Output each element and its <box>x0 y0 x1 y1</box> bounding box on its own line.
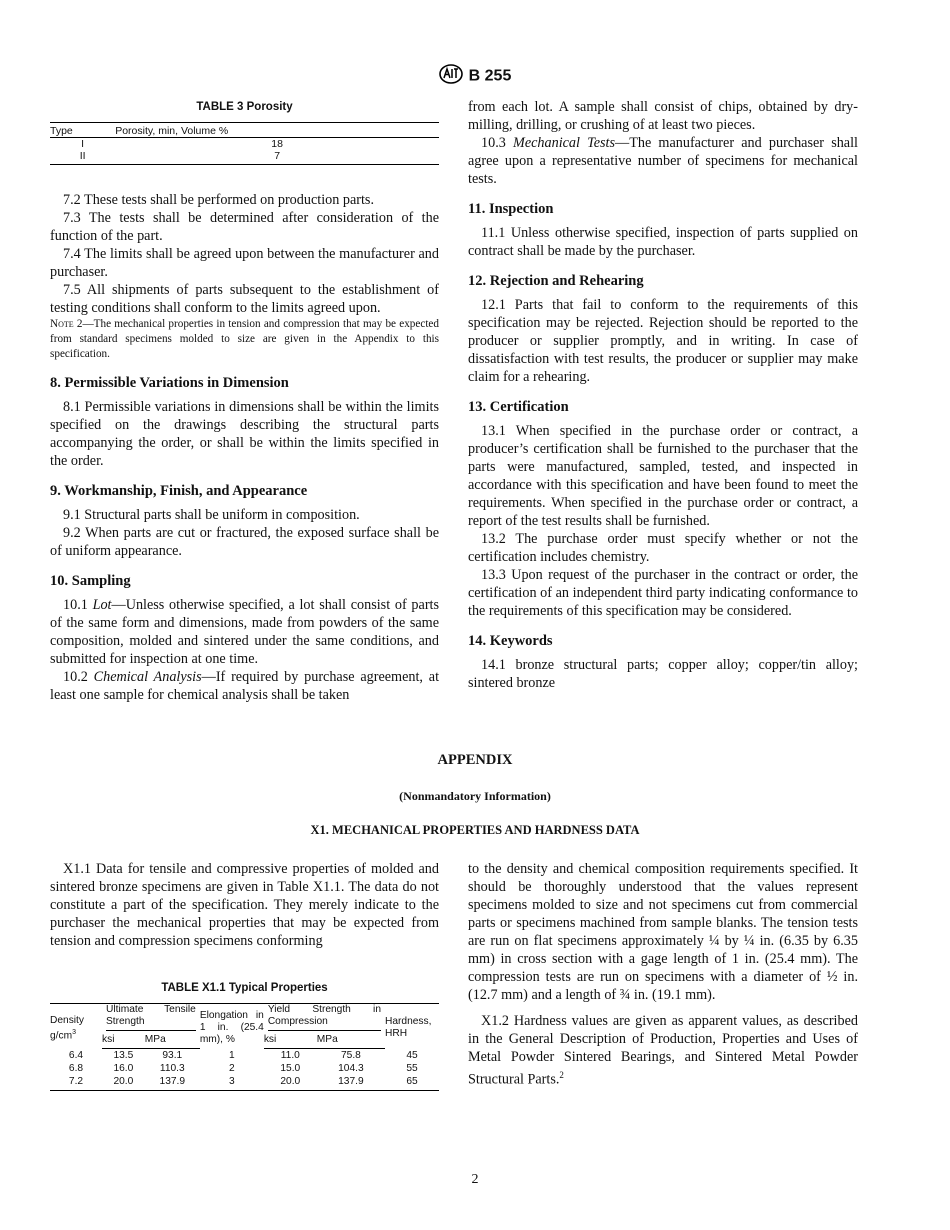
table-row <box>50 1062 439 1075</box>
astm-logo-icon <box>439 64 463 89</box>
table-cell: I <box>81 138 85 150</box>
col-uts-mpa: MPa <box>145 1031 200 1049</box>
section-11-title: 11. Inspection <box>468 201 554 217</box>
appendix-subtitle: (Nonmandatory Information) <box>399 789 551 803</box>
col-elongation: Elongation in 1 in. (25.4 mm), % <box>200 1004 264 1049</box>
table-cell: II <box>50 150 115 165</box>
table-cell: 13.5 <box>113 1050 134 1061</box>
para-7-2: 7.2 These tests shall be performed on production parts. <box>63 192 375 208</box>
table-cell: 45 <box>406 1049 418 1061</box>
para-text: X1.2 Hardness values are given as apparent values, as described in the General Description of Production, Properties and Uses of Metal Powder Sintered Bearings, and Sintered Metal Powder Structural Parts. <box>468 1013 858 1088</box>
table3 <box>50 122 439 165</box>
appendix-title: APPENDIX <box>437 752 513 768</box>
tablex1-caption: TABLE X1.1 Typical Properties <box>161 982 328 994</box>
header-text: Density g/cm <box>50 1014 84 1041</box>
col-yield-mpa: MPa <box>317 1031 385 1049</box>
table-cell: 137.9 <box>317 1075 385 1091</box>
table-cell: 65 <box>385 1075 439 1091</box>
table-cell: 3 <box>200 1075 264 1091</box>
col-density <box>50 1004 102 1049</box>
para-7-5: 7.5 All shipments of parts subsequent to the establishment of testing conditions shall conform to the limits agreed upon. <box>50 282 439 316</box>
designation: B 255 <box>468 67 512 85</box>
table-row <box>50 1049 439 1063</box>
col-uts-ksi: ksi <box>102 1031 145 1049</box>
table-cell: 110.3 <box>159 1063 185 1074</box>
para-14-1: 14.1 bronze structural parts; copper alloy; copper/tin alloy; sintered bronze <box>468 657 858 691</box>
table-row <box>50 138 439 151</box>
note-text: —The mechanical properties in tension and compression that may be expected from standard specimens molded to size are given in the Appendix to this specification. <box>50 318 439 360</box>
para-9-2: 9.2 When parts are cut or fractured, the exposed surface shall be of uniform appearance. <box>50 525 439 559</box>
table-cell: 93.1 <box>162 1050 183 1061</box>
para-number: 10.1 <box>63 597 93 613</box>
para-7-4: 7.4 The limits shall be agreed upon between the manufacturer and purchaser. <box>50 246 439 280</box>
section-14-title: 14. Keywords <box>468 633 553 649</box>
term-mechanical-tests: Mechanical Tests <box>513 135 616 151</box>
appendix-x1-title: X1. MECHANICAL PROPERTIES AND HARDNESS DATA <box>310 823 640 837</box>
table-cell: 6.4 <box>68 1049 84 1061</box>
section-9-title: 9. Workmanship, Finish, and Appearance <box>50 483 308 499</box>
para-9-1: 9.1 Structural parts shall be uniform in composition. <box>63 507 360 523</box>
right-column <box>468 98 858 692</box>
table-cell: 6.8 <box>68 1063 84 1074</box>
col-yield <box>264 1004 385 1032</box>
table-cell: 55 <box>406 1063 418 1074</box>
para-text: —If required by purchase agreement, at least one sample for chemical analysis shall be taken <box>50 669 440 703</box>
para-10-2-cont: from each lot. A sample shall consist of chips, obtained by dry-milling, drilling, or crushing of at least two pieces. <box>468 99 858 133</box>
para-text: —The manufacturer and purchaser shall agree upon a representative number of specimens for mechanical tests. <box>468 135 858 187</box>
section-8-title: 8. Permissible Variations in Dimension <box>50 375 289 391</box>
para-number: 10.3 <box>481 135 513 151</box>
table3-caption: TABLE 3 Porosity <box>196 101 293 113</box>
table-cell: 75.8 <box>340 1050 361 1061</box>
para-text: —Unless otherwise specified, a lot shall consist of parts of the same form and dimensions, made from powders of the same composition, molded and sintered under the same conditions, and submitted for inspection at one time. <box>50 597 440 667</box>
header-sup: 3 <box>72 1028 76 1036</box>
para-10-1 <box>50 596 439 668</box>
para-10-2 <box>50 668 439 704</box>
page-header <box>0 64 950 89</box>
para-12-1: 12.1 Parts that fail to conform to the requirements of this specification may be rejected. Rejection should be reported to the producer or supplier promptly, and in writing. In case of dissatisfaction with test results, the producer or supplier may make claim for a rehearing. <box>468 297 858 385</box>
section-12-title: 12. Rejection and Rehearing <box>468 273 644 289</box>
table-cell: 7.2 <box>50 1075 102 1091</box>
para-11-1: 11.1 Unless otherwise specified, inspection of parts supplied on contract shall be made by the purchaser. <box>468 225 858 259</box>
section-10-title: 10. Sampling <box>50 573 131 589</box>
para-10-3 <box>468 134 858 188</box>
para-number: 10.2 <box>63 669 94 685</box>
table-x1 <box>50 1003 439 1091</box>
table-row <box>50 1075 439 1091</box>
table-cell: 20.0 <box>102 1075 145 1091</box>
para-13-2: 13.2 The purchase order must specify whether or not the certification includes chemistry. <box>468 531 858 565</box>
appendix-right-column <box>468 860 858 1089</box>
note-label: Note 2 <box>50 318 83 330</box>
table-cell: 7 <box>115 150 439 165</box>
para-x1-1: X1.1 Data for tensile and compressive properties of molded and sintered bronze specimens are given in Table X1.1. The data do not constitute a part of the specification. They merely indicate to the purchaser the mechanical properties that may be expected from tension and compression specimens conforming <box>50 861 439 949</box>
table-cell: 15.0 <box>280 1063 301 1074</box>
header-text: Yield Strength in Compression <box>268 1004 381 1031</box>
col-yield-ksi: ksi <box>264 1031 317 1049</box>
col-hardness: Hardness, HRH <box>385 1004 439 1049</box>
para-13-1: 13.1 When specified in the purchase order or contract, a producer’s certification shall be furnished to the purchaser that the parts were manufactured, sampled, tested, and inspected in accordance with this specification and have been found to meet the requirements. When specified in the purchase order or contract, a report of the test results shall be furnished. <box>468 423 858 529</box>
term-lot: Lot <box>92 597 112 613</box>
table-cell: 137.9 <box>145 1075 200 1091</box>
table-cell: 11.0 <box>280 1050 300 1061</box>
table-cell: 18 <box>271 138 283 150</box>
note-2 <box>50 317 439 362</box>
table3-col-porosity: Porosity, min, Volume % <box>115 123 439 138</box>
table-cell: 2 <box>228 1063 235 1074</box>
table-cell: 20.0 <box>264 1075 317 1091</box>
footnote-ref: 2 <box>559 1070 564 1080</box>
header-text: Ultimate Tensile Strength <box>106 1004 196 1031</box>
appendix-left-column <box>50 860 439 1091</box>
para-8-1: 8.1 Permissible variations in dimensions shall be within the limits specified on the drawings describing the structural parts accompanying the order, or shall be within the limits specified in the order. <box>50 399 439 469</box>
para-7-3: 7.3 The tests shall be determined after consideration of the function of the part. <box>50 210 439 244</box>
section-13-title: 13. Certification <box>468 399 569 415</box>
table-row <box>50 150 439 165</box>
table3-col-type: Type <box>50 123 115 138</box>
col-uts <box>102 1004 200 1032</box>
table-cell: 16.0 <box>113 1063 134 1074</box>
table-cell: 104.3 <box>338 1063 364 1074</box>
para-x1-1-cont: to the density and chemical composition requirements specified. It should be thoroughly understood that the values represent specimens molded to size and not specimens cut from commercial parts or specimens machined from sample blanks. The tension tests are run on flat specimens approximately ¼ by ¼ in. (6.35 by 6.35 mm) in cross section with a gage length of 1 in. (25.4 mm). The compression tests are run on specimens with a diameter of ½ in. (12.7 mm) and a length of ¾ in. (19.1 mm). <box>468 861 858 1003</box>
para-13-3: 13.3 Upon request of the purchaser in the contract or order, the certification of an independent third party indicating conformance to the requirements of this specification may be considered. <box>468 567 858 619</box>
page-number: 2 <box>471 1172 479 1187</box>
para-x1-2 <box>468 1012 858 1089</box>
term-chemical-analysis: Chemical Analysis <box>93 669 202 685</box>
left-column <box>50 98 439 704</box>
table-cell: 1 <box>228 1049 235 1061</box>
